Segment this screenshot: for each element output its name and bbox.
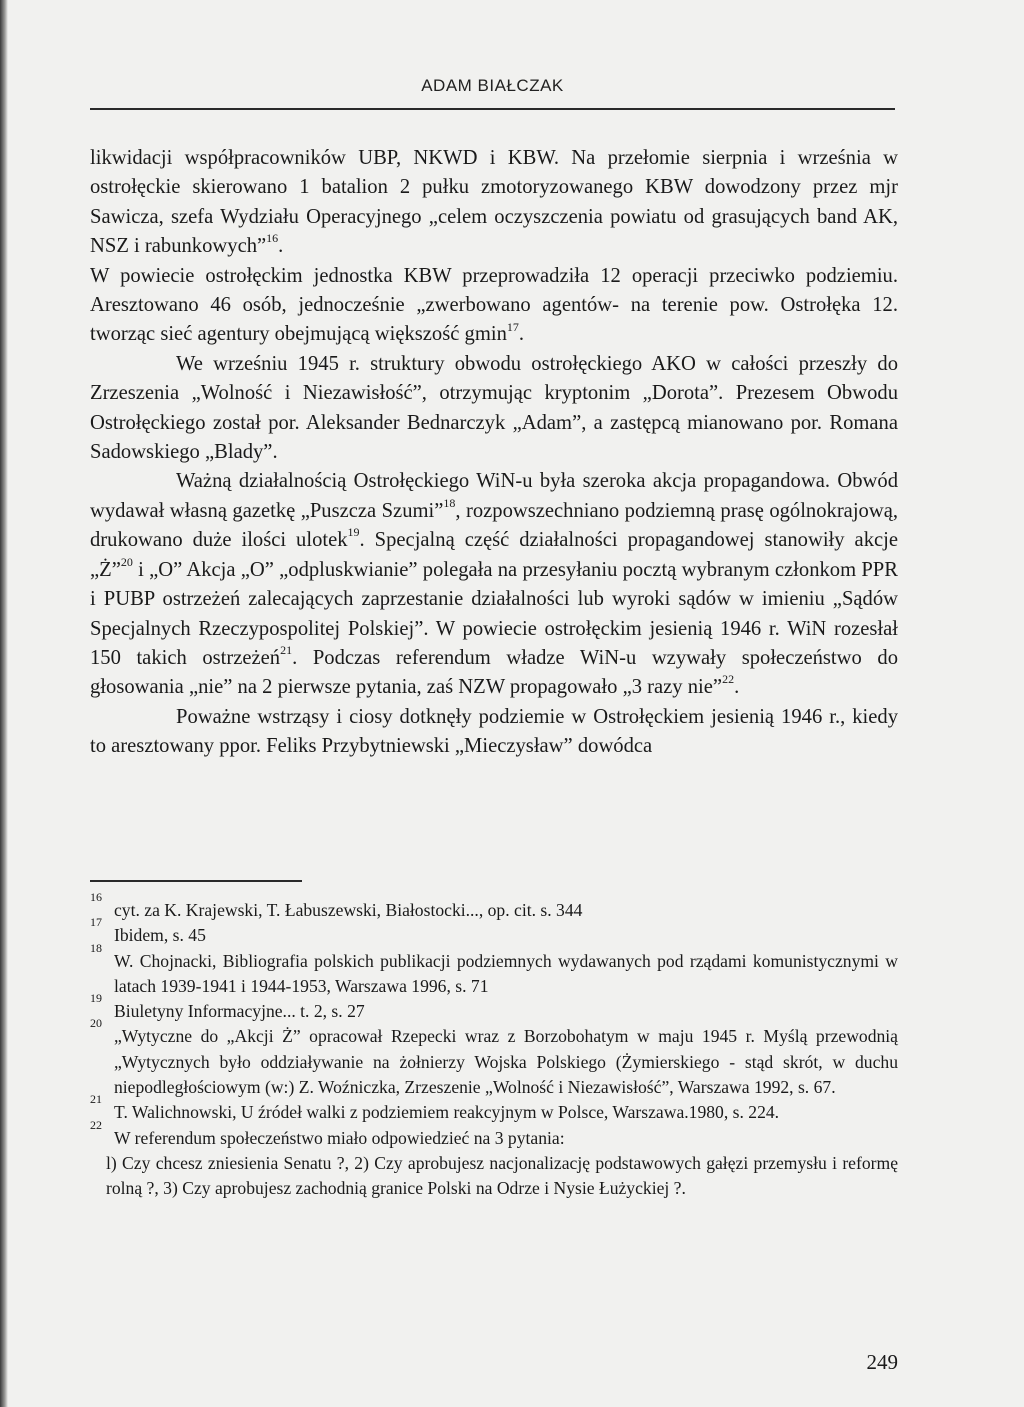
paragraph <box>90 467 898 702</box>
header-rule <box>90 108 895 110</box>
paragraph-text: , rozpowszechniano podziemną prasę ogólnokrajową, drukowano duże ilości ulotek <box>90 499 898 552</box>
footnote-text: l) Czy chcesz zniesienia Senatu ?, 2) Czy aprobujesz nacjonalizację podstawowych gałęzi przemysłu i reformę rolną ?, 3) Czy aprobujesz zachodnią granice Polski na Odrze i Nysie Łużyckiej ?. <box>106 1152 898 1199</box>
paragraph-text: . <box>518 323 525 346</box>
footnote-rule <box>90 880 302 882</box>
footnote-number: 21 <box>90 1092 102 1107</box>
page-number: 249 <box>866 1350 898 1374</box>
paragraph-text: Ważną działalnością Ostrołęckiego WiN-u była szeroka akcja propagandowa. Obwód wydawał własną gazetkę „Puszcza Szumi” <box>90 470 898 522</box>
footnote-number: 16 <box>90 890 102 904</box>
footnote-number: 19 <box>90 991 102 1006</box>
footnote <box>90 1151 898 1202</box>
footnote-text: „Wytyczne do „Akcji Ż” opracował Rzepecki wraz z Borzobohatym w maju 1945 r. Myślą przewodnią „Wytycznych było oddziaływanie na żołnierzy Wojska Polskiego (Żymierskiego - stąd skrót, w duchu niepodległościowym (w:) Z. Woźniczka, Zrzeszenie „Wolność i Niezawisłość”, Warszawa 1992, s. 67. <box>114 1026 898 1098</box>
footnote-ref: 21 <box>280 643 293 658</box>
footnote-ref: 18 <box>443 496 456 511</box>
scan-edge <box>0 0 8 1407</box>
running-header: ADAM BIAŁCZAK <box>421 76 564 95</box>
footnote <box>90 890 898 923</box>
footnote-number: 18 <box>90 940 102 955</box>
footnote-text: W. Chojnacki, Bibliografia polskich publikacji podziemnych wydawanych pod rządami komunistycznymi w latach 1939-1941 i 1944-1953, Warszawa 1996, s. 71 <box>114 950 898 996</box>
paragraph-text: W powiecie ostrołęckim jednostka KBW przeprowadziła 12 operacji przeciwko podziemiu. Aresztowano 46 osób, jednocześnie „zwerbowano agentów- na terenie pow. Ostrołęka 12. tworząc sieć agentury obejmującą większość gmin <box>90 264 898 346</box>
footnote-text: Biuletyny Informacyjne... t. 2, s. 27 <box>114 1001 365 1022</box>
footnote <box>90 991 898 1024</box>
footnote-text: Ibidem, s. 45 <box>114 925 206 946</box>
paragraph-text: likwidacji współpracowników UBP, NKWD i KBW. Na przełomie sierpnia i września w ostrołęckie skierowano 1 batalion 2 pułku zmotoryzowanego KBW dowodzony przez mjr Sawicza, szefa Wydziału Operacyjnego „celem oczyszczenia powiatu od grasujących band AK, NSZ i rabunkowych” <box>90 147 898 258</box>
paragraph-text: i „O” Akcja „O” „odpluskwianie” polegała na przesyłaniu pocztą wybranym członkom PPR i PUBP ostrzeżeń zalecających zaprzestanie działalności lub wyroki sądów w imieniu „Sądów Specjalnych Rzeczypospolitej Polskiej”. W powiecie ostrołęckim jesienią 1946 r. WiN rozesłał 150 takich ostrzeżeń <box>90 558 898 669</box>
paragraph-text: We wrześniu 1945 r. struktury obwodu ostrołęckiego AKO w całości przeszły do Zrzeszenia „Wolność i Niezawisłość”, otrzymując kryptonim „Dorota”. Prezesem Obwodu Ostrołęckiego został por. Aleksander Bednarczyk „Adam”, a zastępcą mianowano por. Romana Sadowskiego „Blady”. <box>90 352 898 464</box>
paragraph-text: . <box>278 235 284 258</box>
footnote-number: 22 <box>90 1117 102 1132</box>
footnote <box>90 1092 898 1125</box>
footnote-number: 20 <box>90 1016 102 1031</box>
footnote <box>90 940 898 1000</box>
footnote-text: W referendum społeczeństwo miało odpowiedzieć na 3 pytania: <box>114 1127 565 1148</box>
paragraph-text: Poważne wstrząsy i ciosy dotknęły podziemie w Ostrołęckiem jesienią 1946 r., kiedy to aresztowany ppor. Feliks Przybytniewski „Mieczysław” dowódca <box>90 705 898 758</box>
footnote <box>90 1016 898 1100</box>
main-text <box>90 144 898 762</box>
footnote-ref: 17 <box>506 319 519 334</box>
paragraph-text: . Podczas referendum władze WiN-u wzywały społeczeństwo do głosowania „nie” na 2 pierwsze pytania, zaś NZW propagowało „3 razy nie” <box>90 646 898 699</box>
paragraph-text: . <box>734 676 740 699</box>
paragraph <box>90 144 898 262</box>
footnote-number: 17 <box>90 915 102 930</box>
footnote-ref: 22 <box>722 672 735 687</box>
footnote-text: T. Walichnowski, U źródeł walki z podziemiem reakcyjnym w Polsce, Warszawa.1980, s. 224. <box>114 1102 780 1123</box>
footnote-ref: 19 <box>347 525 360 540</box>
paragraph-text: . Specjalną część działalności propagandowej stanowiły akcje „Ż” <box>90 529 898 581</box>
footnote <box>90 915 898 948</box>
footnote-ref: 16 <box>266 231 279 246</box>
footnote-text: cyt. za K. Krajewski, T. Łabuszewski, Białostocki..., op. cit. s. 344 <box>114 900 583 920</box>
paragraph <box>90 703 898 762</box>
footnotes <box>90 890 898 1202</box>
footnote-ref: 20 <box>120 554 133 569</box>
paragraph <box>90 262 898 350</box>
paragraph <box>90 350 898 468</box>
footnote <box>90 1117 898 1151</box>
